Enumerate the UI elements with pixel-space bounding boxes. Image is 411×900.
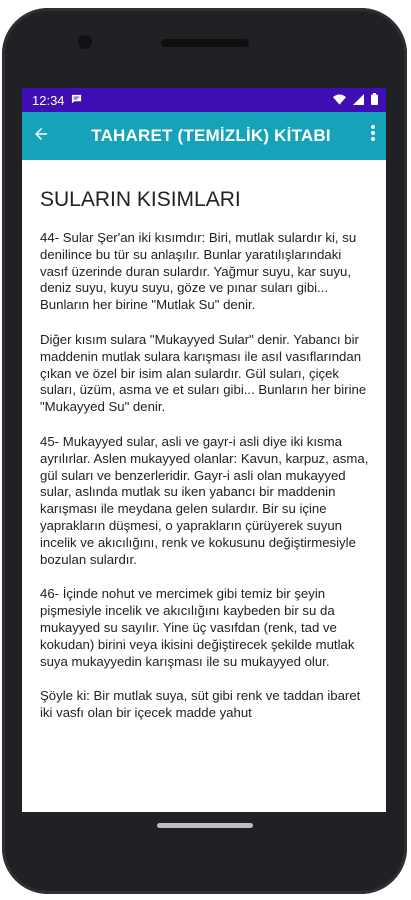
page-title: TAHARET (TEMİZLİK) KİTABI — [91, 126, 331, 145]
article-paragraph: 45- Mukayyed sular, asli ve gayr-i asli diye iki kısma ayrılırlar. Aslen mukayyed olanlar: Kavun, karpuz, asma, gül suları ve benzerleridir. Gayr-i asli olan mukayyed sular, aslında mutlak su iken yabancı bir maddenin karışması ile meydana gelen sulardır. Bir su içine yaprakların düşmesi, o yaprakların çürüyerek suyun incelik ve akıcılığını, renk ve kokusunu değiştirmesiyle bozulan sulardır. — [40, 433, 369, 567]
article-paragraph: 46- İçinde nohut ve mercimek gibi temiz bir şeyin pişmesiyle incelik ve akıcılığını kaybeden bir su da mukayyed su sayılır. Yine üç vasıfdan (renk, tad ve kokudan) birini veya ikisini değiştirecek şekilde mutlak suya mukayyedin karışması ile su mukayyed olur. — [40, 586, 355, 669]
more-vert-icon[interactable] — [358, 124, 376, 148]
status-time: 12:34 — [32, 92, 65, 108]
chat-notification-icon — [71, 93, 82, 107]
article-paragraph: 44- Sular Şer'an iki kısımdır: Biri, mutlak sulardır ki, su denilince bu tür su anlaşılır. Bunlar yaratılışlarındaki vasıf üzerinde duran sulardır. Yağmur suyu, kar suyu, deniz suyu, kuyu suyu, göze ve pınar suları gibi... Bunların her birine "Mutlak Su" denir. — [40, 230, 357, 313]
battery-icon — [371, 96, 378, 108]
signal-icon — [353, 96, 367, 108]
article-paragraph: Şöyle ki: Bir mutlak suya, süt gibi renk ve taddan ibaret iki vasfı olan bir içecek madde yahut — [40, 688, 361, 721]
app-bar — [22, 112, 386, 160]
arrow-back-icon[interactable] — [32, 123, 64, 149]
phone-frame — [2, 8, 407, 894]
earpiece-speaker — [161, 39, 249, 47]
status-bar — [22, 88, 386, 112]
home-indicator — [157, 823, 253, 828]
article-heading: SULARIN KISIMLARI — [40, 188, 241, 211]
screen — [22, 88, 386, 812]
front-camera — [78, 35, 92, 49]
article-paragraph: Diğer kısım sulara "Mukayyed Sular" denir. Yabancı bir maddenin mutlak sulara karışması ile asıl vasıflarından çıkan ve özel bir isim alan sulardır. Gül suları, çiçek suları, üzüm, asma ve et suları gibi... Bunların her birine "Mukayyed Su" denir. — [40, 331, 367, 415]
article-content — [22, 160, 386, 722]
wifi-icon — [333, 96, 349, 108]
